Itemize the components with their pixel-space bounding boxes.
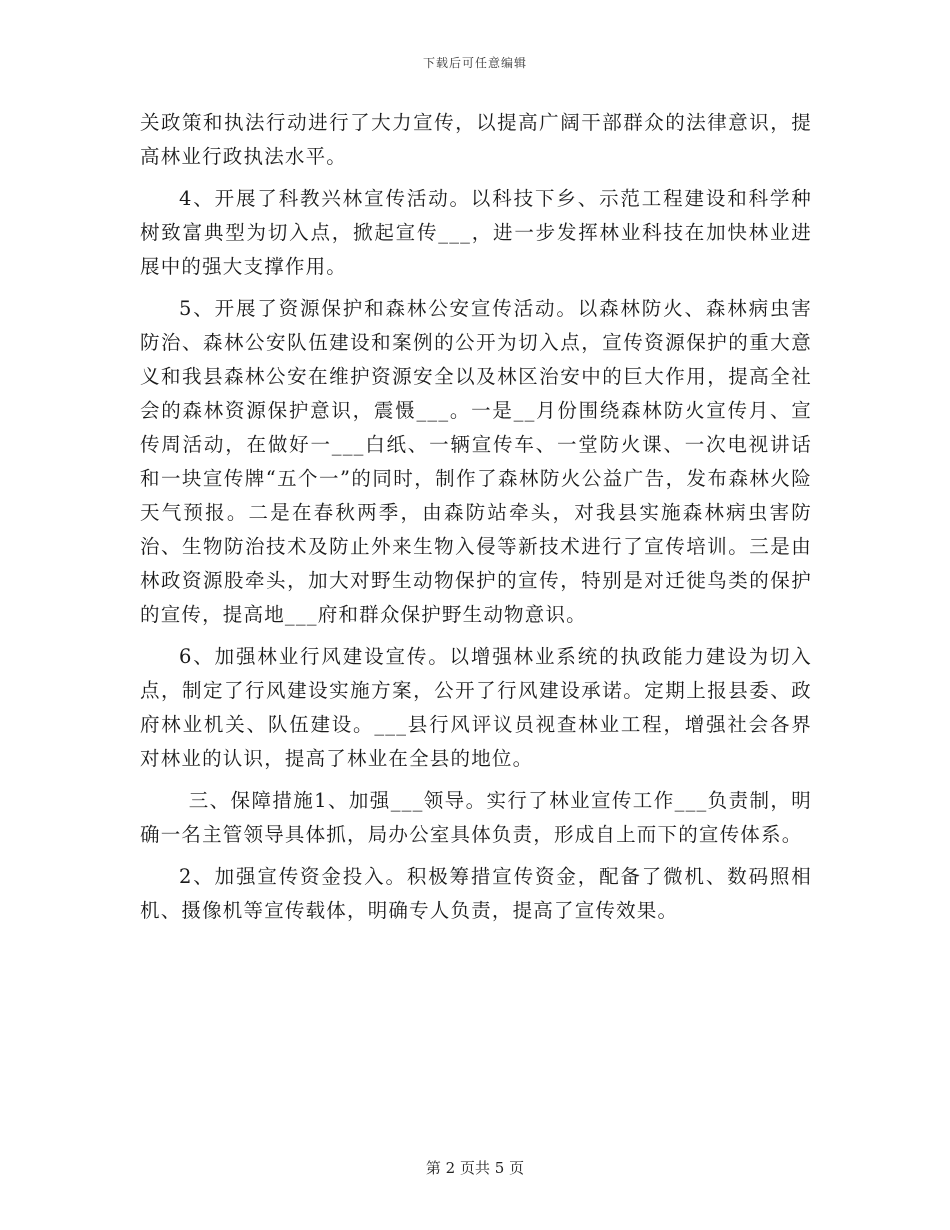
paragraph-1: 关政策和执法行动进行了大力宣传，以提高广阔干部群众的法律意识，提高林业行政执法水平。	[140, 111, 812, 168]
paragraph-2: 4、开展了科教兴林宣传活动。以科技下乡、示范工程建设和科学种树致富典型为切入点，掀起宣传___，进一步发挥林业科技在加快林业进展中的强大支撑作用。	[140, 187, 812, 278]
document-body	[140, 106, 812, 928]
page-footer: 第 2 页共 5 页	[425, 1159, 525, 1177]
paragraph-5: 三、保障措施1、加强___领导。实行了林业宣传工作___负责制，明确一名主管领导具体抓，局办公室具体负责，形成自上而下的宣传体系。	[140, 789, 812, 846]
paragraph-3: 5、开展了资源保护和森林公安宣传活动。以森林防火、森林病虫害防治、森林公安队伍建设和案例的公开为切入点，宣传资源保护的重大意义和我县森林公安在维护资源安全以及林区治安中的巨大作用，提高全社会的森林资源保护意识，震慑___。一是__月份围绕森林防火宣传月、宣传周活动，在做好一___白纸、一辆宣传车、一堂防火课、一次电视讲话和一块宣传牌“五个一”的同时，制作了森林防火公益广告，发布森林火险天气预报。二是在春秋两季，由森防站牵头，对我县实施森林病虫害防治、生物防治技术及防止外来生物入侵等新技术进行了宣传培训。三是由林政资源股牵头，加大对野生动物保护的宣传，特别是对迁徙鸟类的保护的宣传，提高地___府和群众保护野生动物意识。	[140, 297, 812, 626]
page-header: 下载后可任意编辑	[422, 56, 527, 70]
paragraph-4: 6、加强林业行风建设宣传。以增强林业系统的执政能力建设为切入点，制定了行风建设实施方案，公开了行风建设承诺。定期上报县委、政府林业机关、队伍建设。___县行风评议员视查林业工程，增强社会各界对林业的认识，提高了林业在全县的地位。	[140, 645, 812, 770]
paragraph-6: 2、加强宣传资金投入。积极筹措宣传资金，配备了微机、数码照相机、摄像机等宣传载体，明确专人负责，提高了宣传效果。	[140, 865, 812, 922]
